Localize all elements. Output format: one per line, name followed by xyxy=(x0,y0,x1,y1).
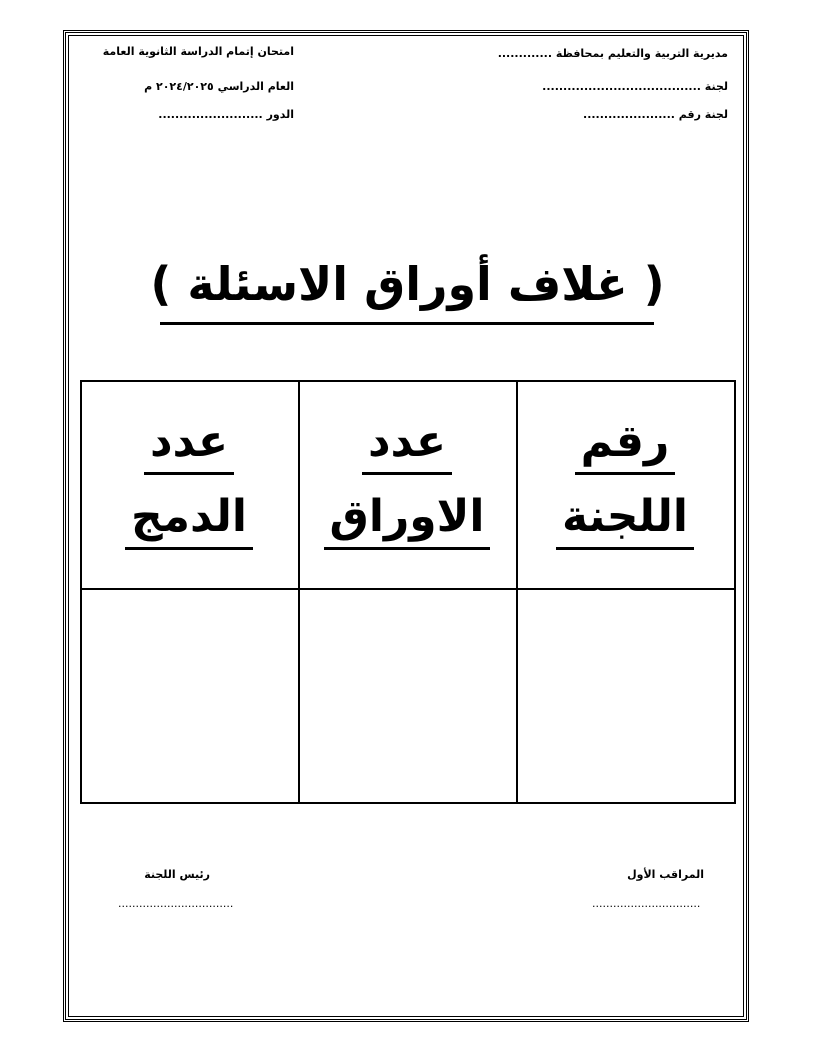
header-line-1: رقم xyxy=(575,420,676,475)
committee-line: لجنة ...................................... xyxy=(542,80,728,93)
exam-name-line: امتحان إتمام الدراسة الثانوية العامة xyxy=(102,45,294,58)
first-observer-signature-line: ............................... xyxy=(592,897,701,910)
header-papers-count xyxy=(300,382,514,588)
header-line-2: اللجنة xyxy=(556,495,694,550)
header-line-1: عدد xyxy=(144,420,234,475)
header-line-2: الاوراق xyxy=(324,495,491,550)
header-merge-count xyxy=(82,382,296,588)
committee-number-line: لجنة رقم ...................... xyxy=(583,108,728,121)
title-underline xyxy=(160,322,654,325)
directorate-line: مديرية التربية والتعليم بمحافظة ............. xyxy=(497,47,728,60)
committee-number-cell[interactable] xyxy=(518,590,732,802)
committee-head-label: رئيس اللجنة xyxy=(144,868,210,881)
academic-year-line: العام الدراسي ٢٠٢٤/٢٠٢٥ م xyxy=(144,80,294,93)
round-line: الدور ......................... xyxy=(158,108,294,121)
header-line-1: عدد xyxy=(362,420,452,475)
page-title: ( غلاف أوراق الاسئلة ) xyxy=(150,257,665,311)
header-committee-number xyxy=(518,382,732,588)
first-observer-label: المراقب الأول xyxy=(627,868,704,881)
papers-count-cell[interactable] xyxy=(300,590,514,802)
header-line-2: الدمج xyxy=(125,495,253,550)
form-table xyxy=(80,380,736,804)
merge-count-cell[interactable] xyxy=(82,590,296,802)
committee-head-signature-line: ................................. xyxy=(118,897,234,910)
